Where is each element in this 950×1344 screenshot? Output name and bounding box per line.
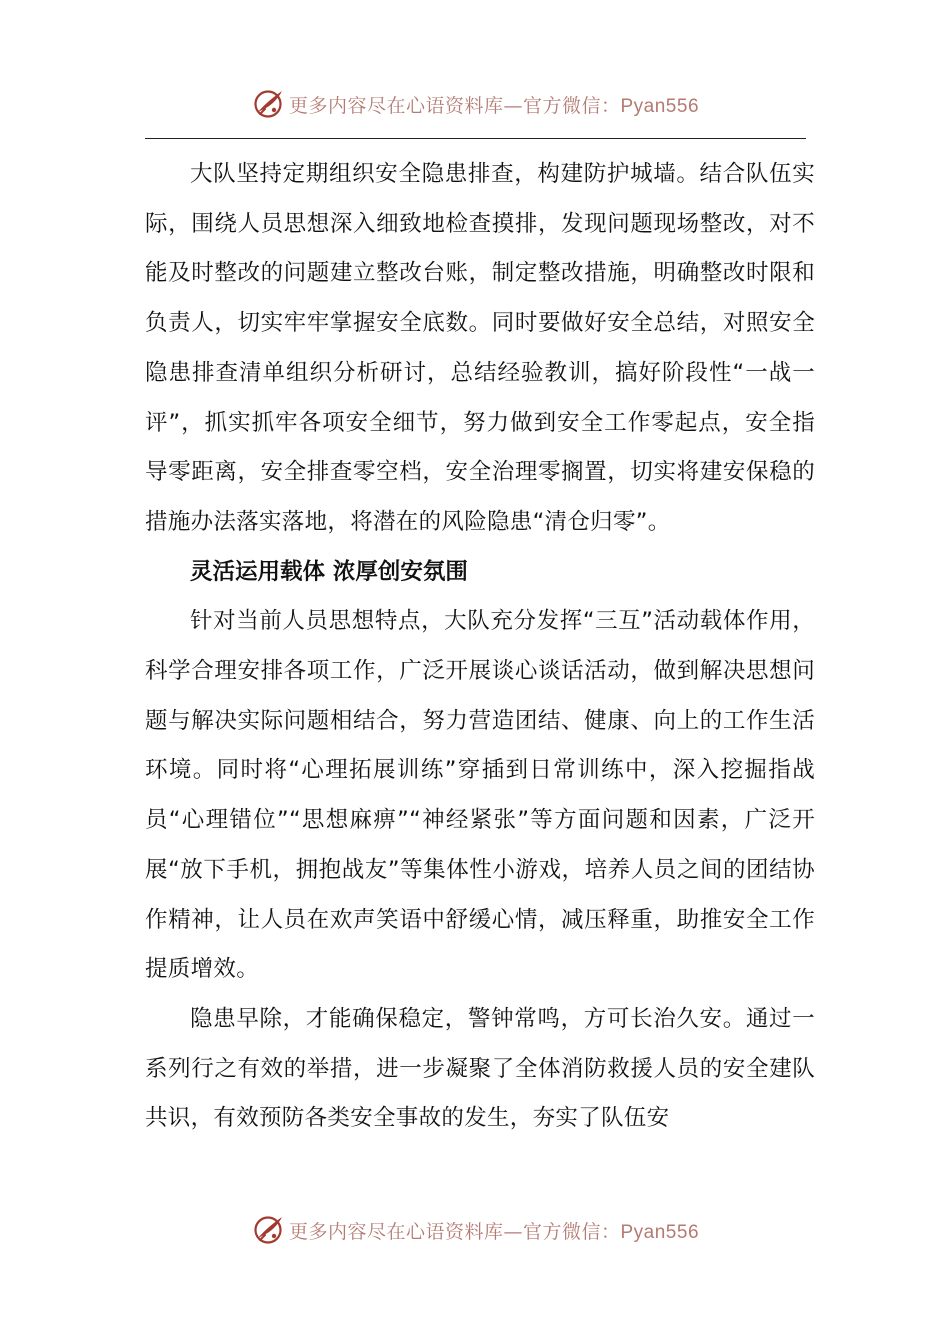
paragraph-3: 隐患早除，才能确保稳定，警钟常鸣，方可长治久安。通过一系列行之有效的举措，进一步凝聚了全体消防救援人员的安全建队共识，有效预防各类安全事故的发生，夯实了队伍安 bbox=[145, 1005, 815, 1132]
quill-pen-logo-icon bbox=[251, 87, 285, 121]
document-body bbox=[145, 150, 815, 1144]
footer-banner bbox=[0, 1210, 950, 1250]
header-banner-text: 更多内容尽在心语资料库—官方微信：Pyan556 bbox=[288, 94, 700, 117]
section-heading: 灵活运用载体 浓厚创安氛围 bbox=[190, 558, 468, 585]
quill-pen-logo-icon bbox=[251, 1213, 285, 1247]
paragraph-2: 针对当前人员思想特点，大队充分发挥“三互”活动载体作用，科学合理安排各项工作，广泛开展谈心谈话活动，做到解决思想问题与解决实际问题相结合，努力营造团结、健康、向上的工作生活环境。同时将“心理拓展训练”穿插到日常训练中，深入挖掘指战员“心理错位”“思想麻痹”“神经紧张”等方面问题和因素，广泛开展“放下手机，拥抱战友”等集体性小游戏，培养人员之间的团结协作精神，让人员在欢声笑语中舒缓心情，减压释重，助推安全工作提质增效。 bbox=[145, 608, 815, 983]
paragraph-1: 大队坚持定期组织安全隐患排查，构建防护城墙。结合队伍实际，围绕人员思想深入细致地检查摸排，发现问题现场整改，对不能及时整改的问题建立整改台账，制定整改措施，明确整改时限和负责人，切实牢牢掌握安全底数。同时要做好安全总结，对照安全隐患排查清单组织分析研讨，总结经验教训，搞好阶段性“一战一评”，抓实抓牢各项安全细节，努力做到安全工作零起点，安全指导零距离，安全排查零空档，安全治理零搁置，切实将建安保稳的措施办法落实落地，将潜在的风险隐患“清仓归零”。 bbox=[145, 161, 815, 535]
header-divider bbox=[145, 138, 806, 139]
header-wechat-id: Pyan556 bbox=[620, 95, 700, 117]
header-banner bbox=[0, 84, 950, 124]
footer-wechat-id: Pyan556 bbox=[620, 1221, 700, 1243]
footer-banner-text: 更多内容尽在心语资料库—官方微信：Pyan556 bbox=[288, 1220, 700, 1243]
